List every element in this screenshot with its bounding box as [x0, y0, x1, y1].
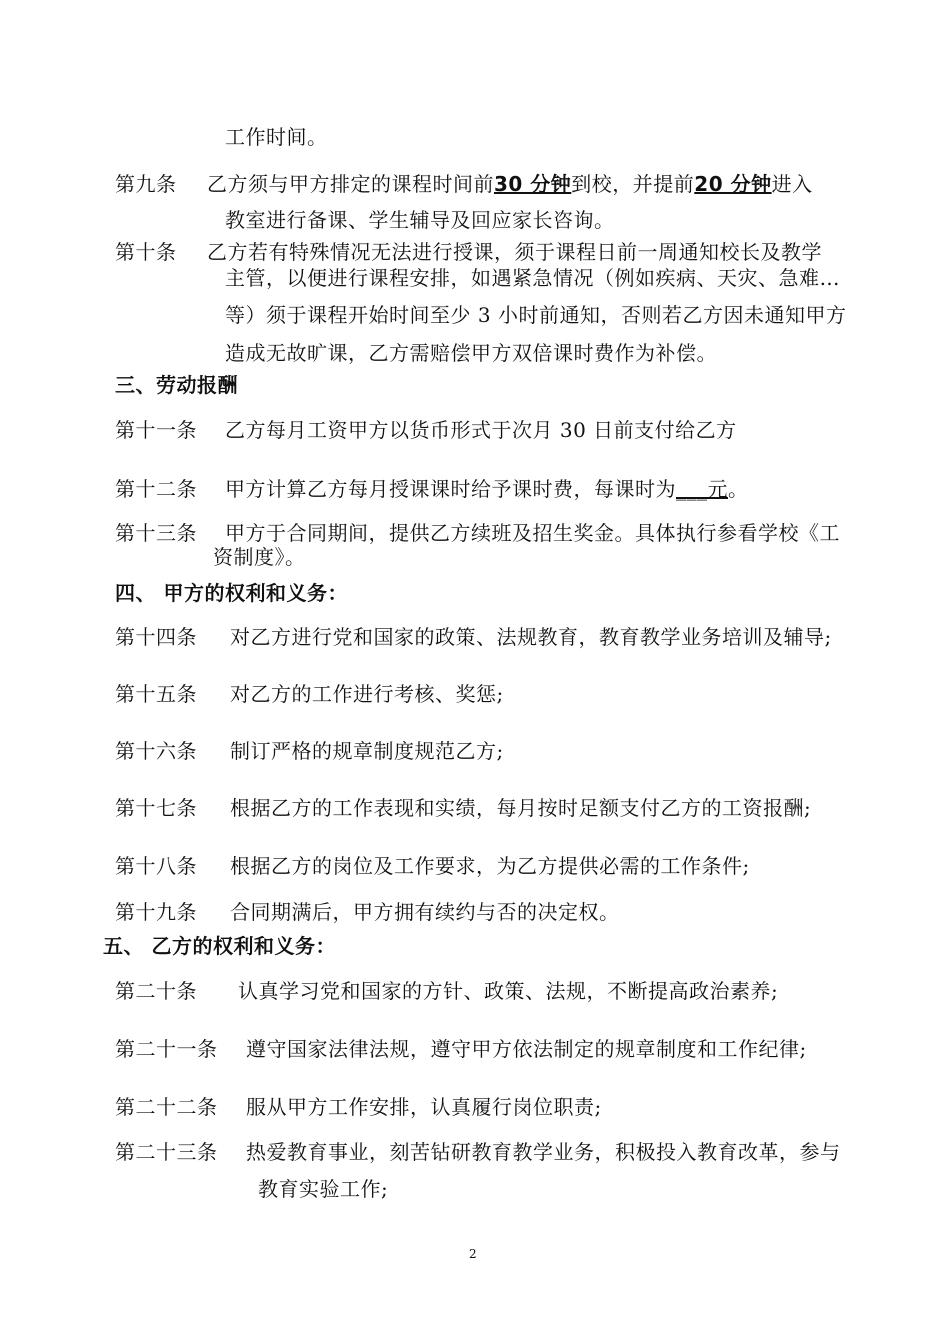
- article-22-label: 第二十二条: [115, 1095, 218, 1119]
- article-21-label: 第二十一条: [115, 1037, 218, 1061]
- article-9-line-1: 乙方须与甲方排定的课程时间前30 分钟到校，并提前20 分钟进入: [207, 172, 813, 196]
- line-work-time: 工作时间。: [225, 125, 328, 149]
- article-19-label: 第十九条: [115, 900, 197, 924]
- article-20-label: 第二十条: [115, 979, 197, 1003]
- fee-blank: ___元: [676, 477, 728, 501]
- article-15-text: 对乙方的工作进行考核、奖惩;: [230, 682, 504, 706]
- article-10-label: 第十条: [115, 240, 177, 264]
- page-number: 2: [469, 1247, 477, 1261]
- article-18-text: 根据乙方的岗位及工作要求，为乙方提供必需的工作条件;: [230, 854, 750, 878]
- article-23-label: 第二十三条: [115, 1140, 218, 1164]
- article-16-label: 第十六条: [115, 739, 197, 763]
- article-12-text: 甲方计算乙方每月授课课时给予课时费，每课时为___元。: [225, 477, 749, 501]
- article-17-text: 根据乙方的工作表现和实绩，每月按时足额支付乙方的工资报酬;: [230, 796, 812, 820]
- article-20-text: 认真学习党和国家的方针、政策、法规，不断提高政治素养;: [238, 979, 779, 1003]
- article-12-label: 第十二条: [115, 477, 197, 501]
- enter-minutes: 20 分钟: [694, 172, 772, 196]
- article-10-line-2: 主管，以便进行课程安排，如遇紧急情况（例如疾病、天灾、急难…: [225, 266, 840, 290]
- article-23-line-1: 热爱教育事业，刻苦钻研教育教学业务，积极投入教育改革，参与: [246, 1140, 841, 1164]
- article-19-text: 合同期满后，甲方拥有续约与否的决定权。: [230, 900, 620, 924]
- article-9-line-2: 教室进行备课、学生辅导及回应家长咨询。: [225, 208, 615, 232]
- article-17-label: 第十七条: [115, 796, 197, 820]
- article-16-text: 制订严格的规章制度规范乙方;: [230, 739, 504, 763]
- section-4-heading: 四、 甲方的权利和义务：: [115, 581, 348, 605]
- article-14-label: 第十四条: [115, 625, 197, 649]
- article-23-line-2: 教育实验工作;: [258, 1177, 389, 1201]
- article-11-text: 乙方每月工资甲方以货币形式于次月 30 日前支付给乙方: [225, 418, 737, 442]
- section-5-heading: 五、 乙方的权利和义务：: [103, 934, 336, 958]
- article-13-line-2: 资制度》。: [213, 545, 306, 569]
- arrive-minutes: 30 分钟: [494, 172, 572, 196]
- article-22-text: 服从甲方工作安排，认真履行岗位职责;: [246, 1095, 602, 1119]
- article-11-label: 第十一条: [115, 418, 197, 442]
- article-18-label: 第十八条: [115, 854, 197, 878]
- article-14-text: 对乙方进行党和国家的政策、法规教育，教育教学业务培训及辅导;: [230, 625, 832, 649]
- article-21-text: 遵守国家法律法规，遵守甲方依法制定的规章制度和工作纪律;: [246, 1037, 807, 1061]
- article-10-line-4: 造成无故旷课，乙方需赔偿甲方双倍课时费作为补偿。: [225, 341, 717, 365]
- article-10-line-3: 等）须于课程开始时间至少 3 小时前通知，否则若乙方因未通知甲方: [225, 303, 847, 327]
- article-9-label: 第九条: [115, 172, 177, 196]
- article-13-label: 第十三条: [115, 521, 197, 545]
- article-10-line-1: 乙方若有特殊情况无法进行授课，须于课程日前一周通知校长及教学: [207, 240, 822, 264]
- article-15-label: 第十五条: [115, 682, 197, 706]
- article-13-line-1: 甲方于合同期间，提供乙方续班及招生奖金。具体执行参看学校《工: [225, 521, 840, 545]
- section-3-heading: 三、劳动报酬: [115, 373, 238, 397]
